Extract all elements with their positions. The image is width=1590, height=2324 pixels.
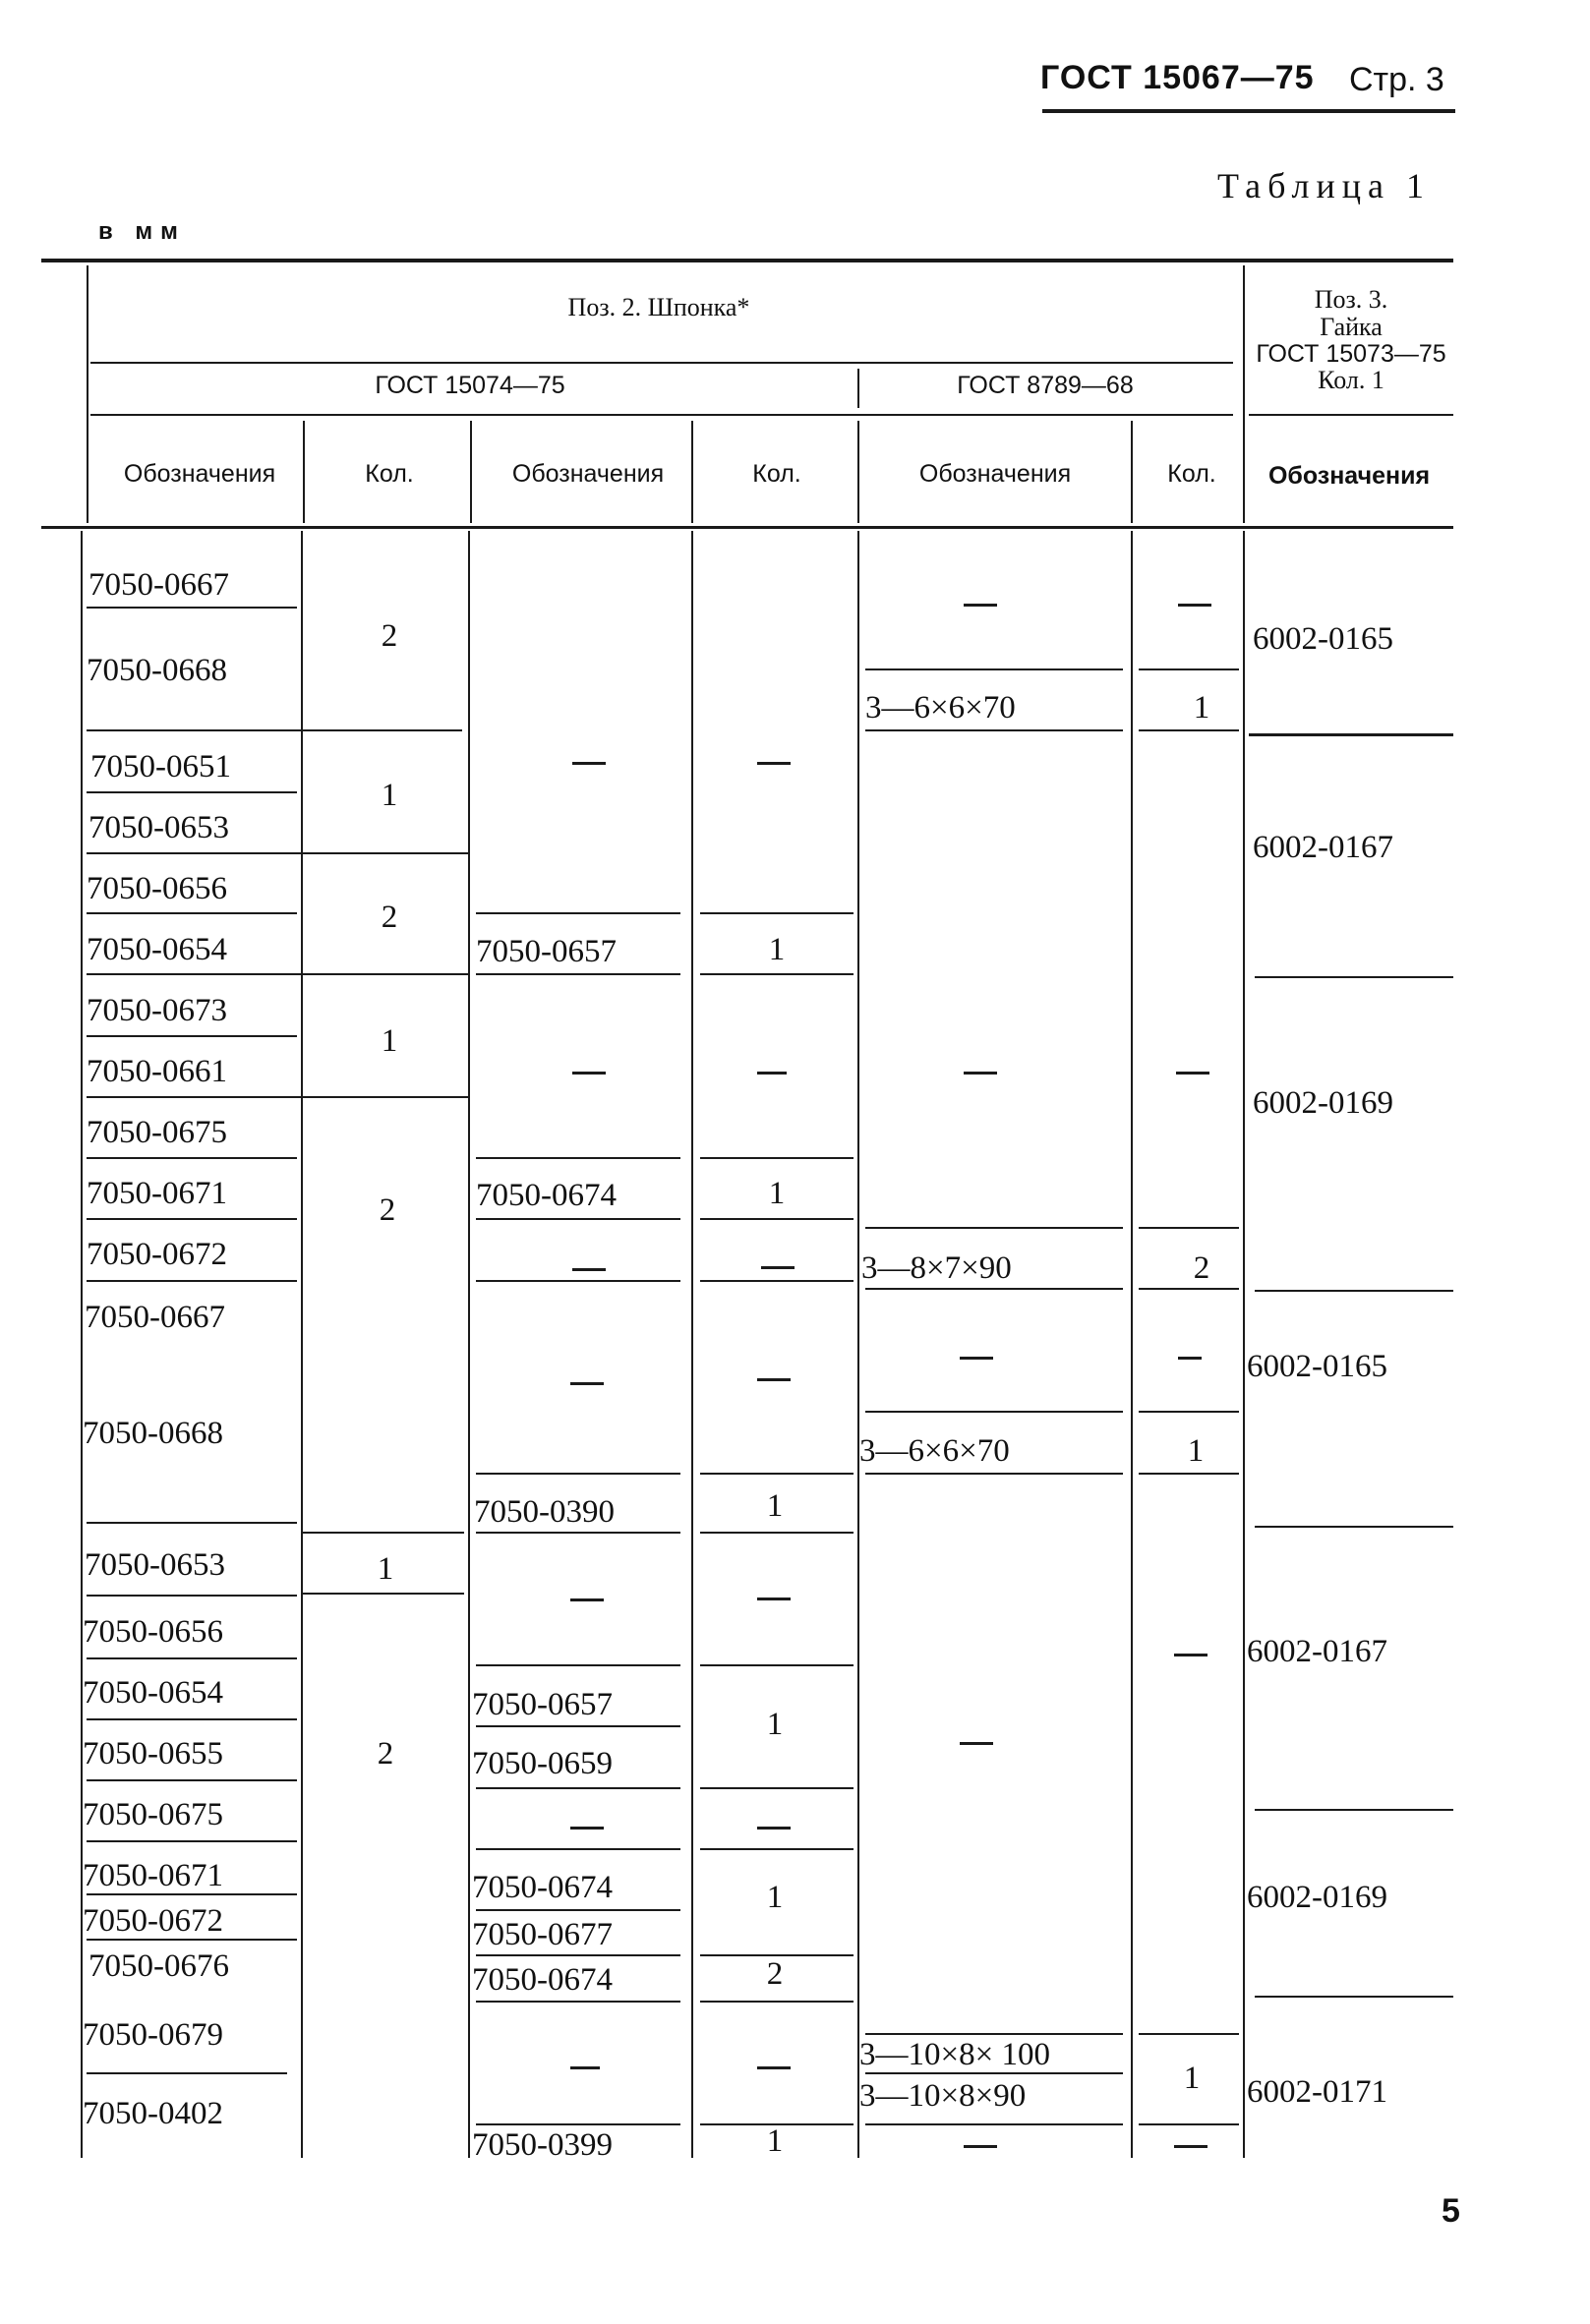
col3-cell: 7050-0674 [476, 1178, 617, 1213]
col1-cell: 7050-0661 [87, 1054, 227, 1089]
units-label: в мм [98, 218, 186, 245]
empty-cell-dash [1174, 2145, 1207, 2148]
col-header-designation: Обозначения [123, 460, 276, 488]
col3-rule [476, 1725, 680, 1727]
header-pos3-line2: Гайка [1320, 313, 1383, 341]
col1-cell: 7050-0675 [83, 1797, 223, 1832]
empty-cell-dash [964, 1072, 997, 1075]
col3-cell: 7050-0399 [472, 2127, 613, 2163]
col-vline [468, 531, 470, 2158]
col1-cell: 7050-0656 [87, 871, 227, 906]
col1-cell: 7050-0402 [83, 2096, 223, 2131]
empty-cell-dash [964, 2145, 997, 2148]
empty-cell-dash [570, 1598, 604, 1601]
col6-cell: 1 [1187, 1433, 1205, 1469]
col3-rule [476, 1909, 680, 1911]
empty-cell-dash [761, 1266, 795, 1269]
col1-rule [87, 1718, 297, 1720]
col7-rule [1255, 1526, 1453, 1528]
header-subrule-pos2 [90, 362, 1233, 364]
col5-cell: 3—8×7×90 [861, 1250, 1012, 1286]
col5-cell: 3—6×6×70 [865, 690, 1016, 726]
col6-cell: 1 [1183, 2061, 1201, 2096]
col4-cell: 1 [768, 932, 786, 967]
page-indicator: Стр. 3 [1349, 61, 1444, 98]
col1-rule [303, 1593, 464, 1595]
header-bottom-rule [41, 526, 1453, 529]
col2-cell: 1 [381, 778, 398, 813]
empty-cell-dash [960, 1357, 993, 1360]
col3-rule [476, 1664, 680, 1666]
header-vline [691, 421, 693, 523]
col5-rule [865, 1227, 1123, 1229]
col4-rule [700, 1532, 854, 1534]
col4-cell: 1 [766, 1880, 784, 1915]
col1-cell: 7050-0653 [88, 810, 229, 845]
col4-rule [700, 1848, 854, 1850]
col3-cell: 7050-0659 [472, 1746, 613, 1781]
col1-rule [87, 1096, 468, 1098]
col1-rule [87, 1157, 297, 1159]
col7-cell: 6002-0167 [1247, 1634, 1387, 1669]
empty-cell-dash [757, 762, 791, 765]
header-vline [1243, 265, 1245, 523]
col1-rule [87, 1840, 297, 1842]
empty-cell-dash [1174, 1654, 1207, 1656]
col1-rule [87, 1522, 297, 1524]
col4-rule [700, 2001, 854, 2003]
empty-cell-dash [757, 2066, 791, 2069]
empty-cell-dash [1178, 604, 1211, 607]
empty-cell-dash [757, 1378, 791, 1381]
col4-rule [700, 1664, 854, 1666]
empty-cell-dash [572, 1268, 606, 1271]
col2-cell: 2 [379, 1192, 396, 1228]
col3-cell: 7050-0674 [472, 1870, 613, 1905]
col1-rule [87, 729, 462, 731]
col5-rule [865, 729, 1123, 731]
col1-cell: 7050-0667 [85, 1300, 225, 1335]
col7-cell: 6002-0169 [1253, 1085, 1393, 1121]
col4-rule [700, 912, 854, 914]
col3-cell: 7050-0677 [472, 1917, 613, 1952]
col1-rule [87, 1218, 297, 1220]
col1-cell: 7050-0668 [83, 1416, 223, 1451]
col5-cell: 3—6×6×70 [859, 1433, 1010, 1469]
page-number: 5 [1442, 2192, 1460, 2230]
empty-cell-dash [964, 604, 997, 607]
table-top-rule [41, 259, 1453, 262]
col3-rule [476, 2123, 680, 2125]
empty-cell-dash [570, 1827, 604, 1830]
table-title: Таблица 1 [1217, 166, 1431, 205]
col3-rule [476, 1218, 680, 1220]
col1-rule [87, 2072, 287, 2074]
col6-rule [1139, 2123, 1239, 2125]
col1-rule [87, 973, 468, 975]
col7-cell: 6002-0169 [1247, 1880, 1387, 1915]
col1-rule [87, 1035, 297, 1037]
col4-cell: 1 [768, 1176, 786, 1211]
col3-rule [476, 973, 680, 975]
col-vline [1243, 531, 1245, 2158]
col1-rule [87, 1657, 297, 1659]
col7-rule [1249, 733, 1453, 736]
col6-rule [1139, 1411, 1239, 1413]
header-gost-15074: ГОСТ 15074—75 [375, 372, 565, 399]
col3-rule [476, 1280, 680, 1282]
header-pos3-line1: Поз. 3. [1314, 285, 1388, 314]
col6-rule [1139, 729, 1239, 731]
empty-cell-dash [757, 1598, 791, 1600]
col6-rule [1139, 668, 1239, 670]
col5-rule [865, 1473, 1123, 1475]
empty-cell-dash [757, 1072, 787, 1075]
col3-rule [476, 912, 680, 914]
col6-cell: 2 [1193, 1250, 1210, 1286]
col5-cell: 3—10×8× 100 [859, 2037, 1050, 2072]
col5-rule [865, 2123, 1123, 2125]
col1-cell: 7050-0673 [87, 993, 227, 1028]
col1-cell: 7050-0671 [87, 1176, 227, 1211]
col-vline [301, 531, 303, 2158]
col1-cell: 7050-0679 [83, 2017, 223, 2053]
col1-cell: 7050-0656 [83, 1614, 223, 1650]
header-vline [470, 421, 472, 523]
col1-cell: 7050-0654 [87, 932, 227, 967]
col1-cell: 7050-0654 [83, 1675, 223, 1711]
col4-rule [700, 1157, 854, 1159]
header-pos2: Поз. 2. Шпонка* [567, 293, 750, 321]
empty-cell-dash [960, 1742, 993, 1745]
col7-cell: 6002-0165 [1253, 621, 1393, 657]
header-vline [857, 369, 859, 408]
empty-cell-dash [1176, 1072, 1209, 1075]
col1-cell: 7050-0675 [87, 1115, 227, 1150]
header-vline [87, 265, 88, 523]
col-header-qty: Кол. [752, 460, 801, 488]
empty-cell-dash [570, 2066, 600, 2069]
col2-cell: 1 [377, 1551, 394, 1587]
empty-cell-dash [1178, 1357, 1202, 1360]
col1-rule [87, 1595, 297, 1597]
col1-rule [87, 607, 297, 609]
col7-rule [1255, 1290, 1453, 1292]
col1-rule [87, 1779, 297, 1781]
col3-rule [476, 2001, 680, 2003]
col1-rule [87, 852, 468, 854]
col4-cell: 2 [766, 1956, 784, 1992]
col6-rule [1139, 1473, 1239, 1475]
col5-cell: 3—10×8×90 [859, 2078, 1027, 2114]
col6-rule [1139, 2033, 1239, 2035]
col4-cell: 1 [766, 2123, 784, 2159]
col3-rule [476, 1787, 680, 1789]
col1-cell: 7050-0668 [87, 653, 227, 688]
col7-rule [1255, 1996, 1453, 1998]
col2-cell: 1 [381, 1023, 398, 1059]
col3-rule [476, 1848, 680, 1850]
col1-rule [87, 791, 297, 793]
header-vline [303, 421, 305, 523]
col-header-designation: Обозначения [511, 460, 665, 488]
col1-cell: 7050-0653 [85, 1547, 225, 1583]
empty-cell-dash [572, 1072, 606, 1075]
col1-cell: 7050-0672 [87, 1237, 227, 1272]
header-gost-8789: ГОСТ 8789—68 [957, 372, 1134, 399]
header-subrule-pos3 [1249, 414, 1453, 416]
col3-cell: 7050-0390 [474, 1494, 615, 1530]
header-pos3-line3: ГОСТ 15073—75 [1256, 340, 1446, 368]
col-header-qty: Кол. [1167, 460, 1216, 488]
document-code: ГОСТ 15067—75 [1040, 59, 1315, 96]
col1-cell: 7050-0676 [88, 1948, 229, 1984]
col7-cell: 6002-0167 [1253, 830, 1393, 865]
col7-rule [1255, 1809, 1453, 1811]
header-subrule-gost [90, 414, 1233, 416]
col1-cell: 7050-0655 [83, 1736, 223, 1772]
col2-cell: 2 [377, 1736, 394, 1772]
header-vline [1131, 421, 1133, 523]
empty-cell-dash [570, 1382, 604, 1385]
col3-rule [476, 1532, 680, 1534]
col7-cell: 6002-0165 [1247, 1349, 1387, 1384]
col4-rule [700, 1280, 854, 1282]
col3-rule [476, 1157, 680, 1159]
col4-rule [700, 1473, 854, 1475]
col1-cell: 7050-0667 [88, 567, 229, 603]
col1-cell: 7050-0672 [83, 1903, 223, 1939]
col3-cell: 7050-0657 [476, 934, 617, 969]
col6-rule [1139, 1227, 1239, 1229]
col3-cell: 7050-0657 [472, 1687, 613, 1722]
col4-cell: 1 [766, 1707, 784, 1742]
col1-rule [303, 1532, 464, 1534]
col-header-designation: Обозначения [918, 460, 1072, 488]
empty-cell-dash [757, 1827, 791, 1830]
col4-rule [700, 1787, 854, 1789]
col5-rule [865, 668, 1123, 670]
header-pos3-line4: Кол. 1 [1318, 366, 1384, 394]
col4-cell: 1 [766, 1488, 784, 1524]
col5-rule [865, 1288, 1123, 1290]
col7-cell: 6002-0171 [1247, 2074, 1387, 2110]
col4-rule [700, 1218, 854, 1220]
col2-cell: 2 [381, 900, 398, 935]
col1-rule [87, 912, 297, 914]
col6-cell: 1 [1193, 690, 1210, 726]
col3-rule [476, 1954, 680, 1956]
col3-rule [476, 1473, 680, 1475]
col-header-qty: Кол. [365, 460, 414, 488]
col5-rule [865, 2033, 1123, 2035]
col5-rule [865, 1411, 1123, 1413]
col6-rule [1139, 1288, 1239, 1290]
header-underline [1042, 109, 1455, 113]
empty-cell-dash [572, 762, 606, 765]
col3-cell: 7050-0674 [472, 1962, 613, 1998]
col2-cell: 2 [381, 618, 398, 654]
col1-cell: 7050-0651 [90, 749, 231, 784]
col7-rule [1255, 976, 1453, 978]
header-vline [857, 421, 859, 523]
col-vline [691, 531, 693, 2158]
col-vline [857, 531, 859, 2158]
col-vline [1131, 531, 1133, 2158]
col1-cell: 7050-0671 [83, 1858, 223, 1893]
col-header-designation: Обозначения [1267, 462, 1431, 490]
col1-rule [87, 1280, 297, 1282]
col4-rule [700, 973, 854, 975]
